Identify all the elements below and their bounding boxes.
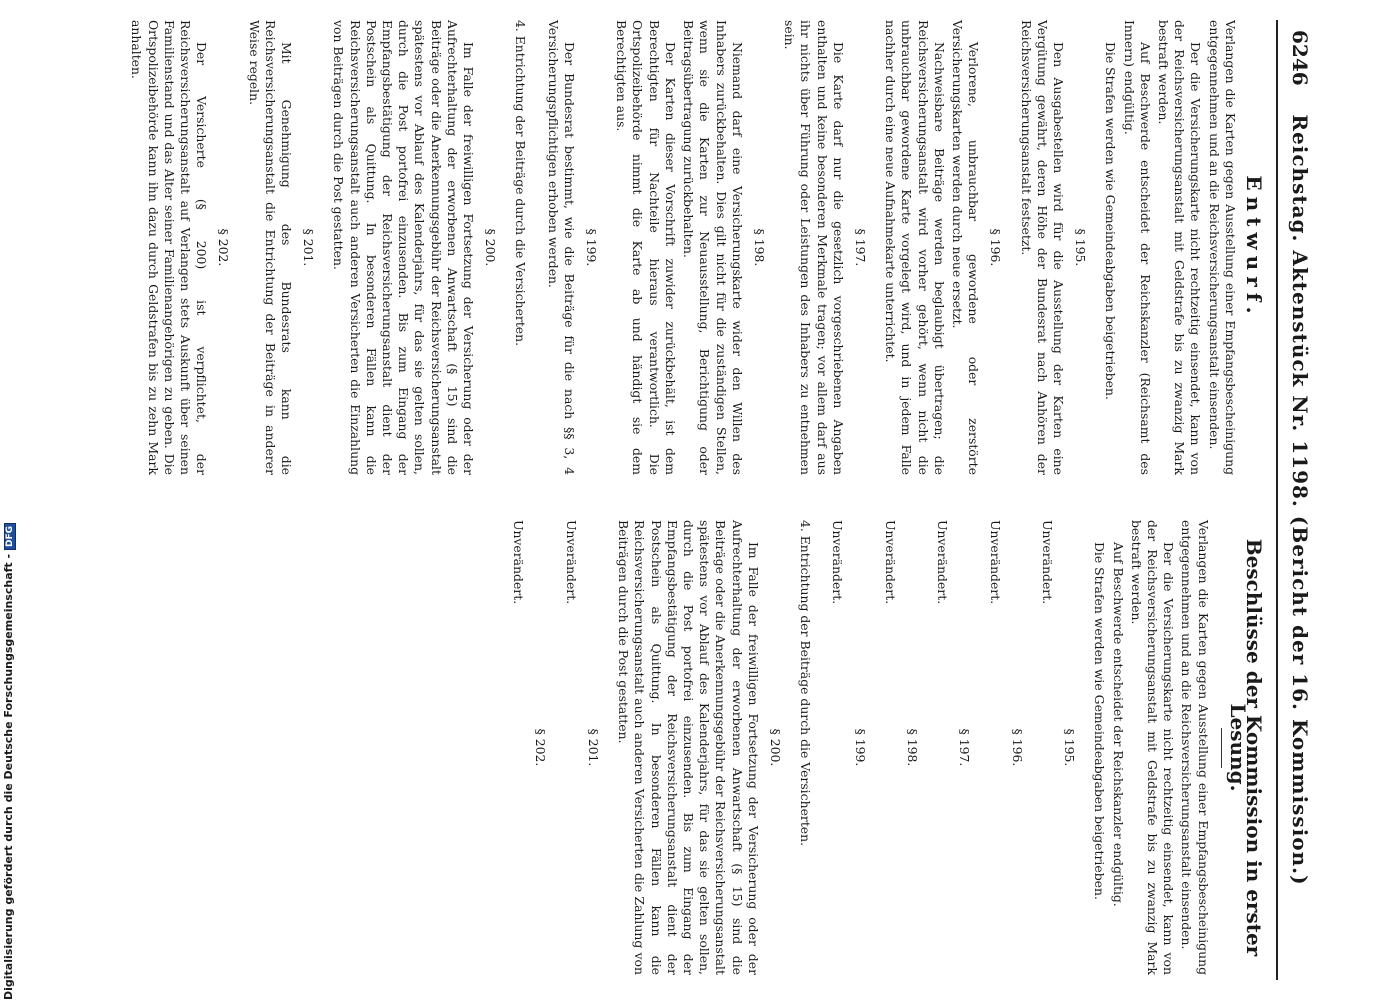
section-subheading: 4. Entrichtung der Beiträge durch die Versicherten. [798, 520, 814, 847]
unchanged-note: Unverändert. [935, 520, 951, 605]
paragraph-number: § 202. [533, 728, 549, 767]
body-paragraph: Die Karte darf nur die gesetzlich vorgeschriebenen Angaben enthalten und keine besonderen Merkmale tragen; vor allem darf aus ihr nichts über Führung oder Leistungen des Inhabers zu entnehmen sein. [782, 20, 846, 475]
paragraph-number: § 200. [767, 728, 783, 767]
digitization-note [2, 0, 16, 1000]
body-paragraph: Niemand darf eine Versicherungskarte wider den Willen des Inhabers zurückbehalten. Dies gilt nicht für die zuständigen Stellen, wenn sie die Karten zur Neuausstellung, Berichtigung oder Beitragsübertragung zurückbehalten. [681, 20, 745, 475]
paragraph-number: § 198. [904, 728, 920, 767]
digitization-sidebar [2, 0, 28, 1000]
paragraph-number: § 196. [988, 228, 1004, 267]
body-paragraph: Im Falle der freiwilligen Fortsetzung der Versicherung oder der Aufrechterhaltung der erworbenen Anwartschaft (§ 15) sind die Beiträge oder die Anerkennungsgebühr der Reichsversicherungsanstalt spätestens vor Ablauf des Kalenderjahrs, für das sie gelten sollen, durch die Post portofrei einzusenden. Bis zum Eingang der Empfangsbestätigung der Reichsversicherungsanstalt dient der Postschein als Quittung. In besonderen Fällen kann die Reichsversicherungsanstalt auch anderen Versicherten die Zahlung von Beiträgen durch die Post gestatten. [616, 520, 761, 975]
body-paragraph: Verlangen die Karten gegen Ausstellung einer Empfangsbescheinigung entgegennehmen und an die Reichsversicherungsanstalt einsenden. [1206, 20, 1238, 475]
unchanged-note: Unverändert. [882, 520, 898, 605]
paragraph-number: § 199. [584, 228, 600, 267]
body-paragraph: Verlorene, unbrauchbar gewordene oder zerstörte Versicherungskarten werden durch neue ersetzt. [949, 20, 982, 475]
body-paragraph: Verlangen die Karten gegen Ausstellung einer Empfangsbescheinigung entgegennehmen und an die Reichsversicherungsanstalt einsenden. [1179, 520, 1211, 975]
body-paragraph: Den Ausgabestellen wird für die Ausstellung der Karten eine Vergütung gewährt, deren Höhe der Bundesrat nach Anhören der Reichsversicherungsanstalt festsetzt. [1018, 20, 1066, 475]
body-paragraph: Der Karten dieser Vorschrift zuwider zurückbehält, ist dem Berechtigten für Nachteile hieraus verantwortlich. Die Ortspolizeibehörde nimmt die Karte ab und händigt sie dem Berechtigten aus. [614, 20, 678, 475]
unchanged-note: Unverändert. [511, 520, 527, 605]
body-paragraph: Mit Genehmigung des Bundesrats kann die Reichsversicherungsanstalt die Entrichtung der Beiträge in anderer Weise regeln. [246, 20, 295, 475]
body-paragraph: Der die Versicherungskarte nicht rechtzeitig einsendet, kann von der Reichsversicherungsanstalt mit Geldstrafe bis zu zwanzig Mark bestraft werden. [1155, 20, 1204, 475]
paragraph-number: § 198. [751, 228, 767, 267]
column-heading-decisions: Beschlüsse der Kommission in erster Lesung. [1225, 538, 1266, 957]
digitization-text: Digitalisierung gefördert durch die Deutsche Forschungsgemeinschaft - [2, 553, 15, 1000]
body-paragraph: Auf Beschwerde entscheidet der Reichskanzler endgültig. [1110, 542, 1126, 907]
paragraph-number: § 195. [1062, 728, 1078, 767]
body-paragraph: Die Strafen werden wie Gemeindeabgaben beigetrieben. [1103, 42, 1119, 400]
paragraph-number: § 200. [483, 228, 499, 267]
unchanged-note: Unverändert. [987, 520, 1003, 605]
paragraph-number: § 202. [216, 228, 232, 267]
rotated-document-page [60, 0, 1320, 1000]
paragraph-number: § 195. [1073, 228, 1089, 267]
unchanged-note: Unverändert. [1039, 520, 1055, 605]
unchanged-note: Unverändert. [830, 520, 846, 605]
header-rule [1276, 20, 1278, 980]
body-paragraph: Auf Beschwerde entscheidet der Reichskanzler (Reichsamt des Innern) endgültig. [1121, 20, 1153, 475]
paragraph-number: § 197. [852, 228, 868, 267]
paragraph-number: § 197. [957, 728, 973, 767]
column-draft [126, 20, 1266, 475]
body-paragraph: Die Strafen werden wie Gemeindeabgaben beigetrieben. [1092, 542, 1108, 900]
paragraph-number: § 201. [585, 728, 601, 767]
paragraph-number: § 201. [301, 228, 317, 267]
column-commission-decisions [510, 520, 1266, 975]
unchanged-note: Unverändert. [563, 520, 579, 605]
page-number: 6246 [1288, 30, 1312, 86]
section-subheading: 4. Entrichtung der Beiträge durch die Versicherten. [513, 20, 529, 347]
heading-rule [1221, 728, 1222, 768]
body-paragraph: Der Bundesrat bestimmt, wie die Beiträge für die nach §§ 3, 4 Versicherungspflichtigen erhoben werden. [545, 20, 577, 475]
paragraph-number: § 196. [1009, 728, 1025, 767]
body-paragraph: Nachweisbare Beiträge werden beglaubigt übertragen; die Reichsversicherungsanstalt wird vorher gehört, wenn nicht die unbrauchbar gewordene Karte vorgelegt wird, und in jedem Falle nachher durch eine neue Aufnahmekarte unterrichtet. [883, 20, 947, 475]
body-paragraph: Der die Versicherungskarte nicht rechtzeitig einsendet, kann von der Reichsversicherungsanstalt mit Geldstrafe bis zu zwanzig Mark bestraft werden. [1128, 520, 1177, 975]
body-paragraph: Im Falle der freiwilligen Fortsetzung der Versicherung oder der Aufrechterhaltung der erworbenen Anwartschaft (§ 15) sind die Beiträge oder die Anerkennungsgebühr der Reichsversicherungsanstalt spätestens vor Ablauf des Kalenderjahrs, für das sie gelten sollen, durch die Post portofrei einzusenden. Bis zum Eingang der Empfangsbestätigung der Reichsversicherungsanstalt dient der Postschein als Quittung. In besonderen Fällen kann die Reichsversicherungsanstalt auch anderen Versicherten die Einzahlung von Beiträgen durch die Post gestatten. [331, 20, 477, 475]
page-title: Reichstag. Aktenstück Nr. 1198. (Bericht der 16. Kommission.) [1288, 114, 1312, 886]
column-heading-draft: Entwurf. [1242, 175, 1266, 320]
paragraph-number: § 199. [852, 728, 868, 767]
body-paragraph: Der Versicherte (§ 200) ist verpflichtet, der Reichsversicherungsanstalt auf Verlangen stets Auskunft über seinen Familienstand und das Alter seiner Familienangehörigen zu geben. Die Ortspolizeibehörde kann ihn dazu durch Geldstrafen bis zu zehn Mark anhalten. [129, 20, 210, 475]
page-header [1280, 20, 1320, 980]
dfg-logo: DFG [4, 523, 16, 550]
